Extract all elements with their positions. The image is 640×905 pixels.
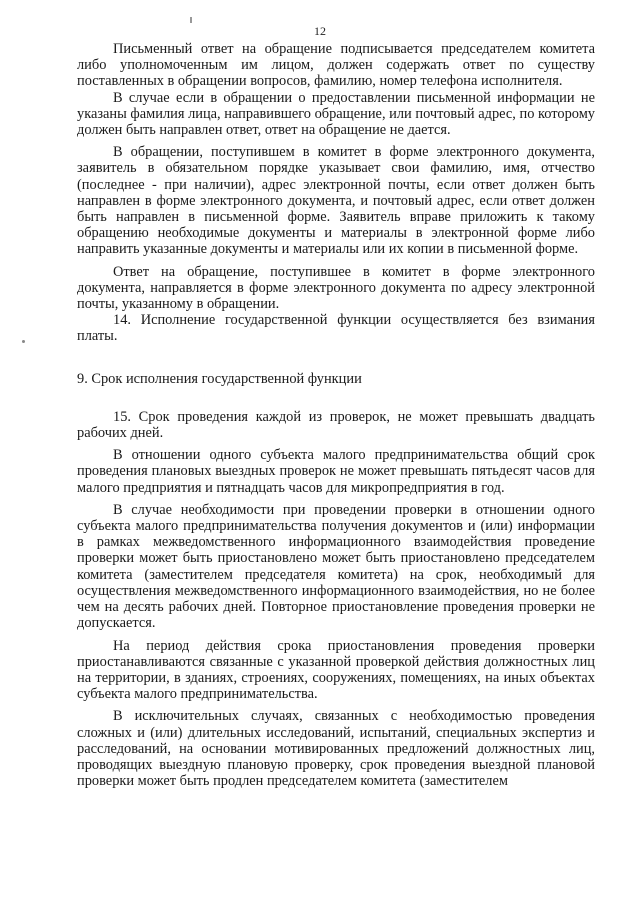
paragraph: На период действия срока приостановления проведения проверки приостанавливаются связанные с указанной проверкой действия должностных лиц на территории, в зданиях, строениях, сооружениях, помещениях, на иных объектах субъекта малого предпринимательства.	[77, 637, 595, 703]
paragraph: Письменный ответ на обращение подписывается председателем комитета либо уполномоченным им лицом, должен содержать ответ по существу поставленных в обращении вопросов, фамилию, номер телефона исполнителя.	[77, 41, 595, 90]
paragraph: В обращении, поступившем в комитет в форме электронного документа, заявитель в обязательном порядке указывает свои фамилию, имя, отчество (последнее - при наличии), адрес электронной почты, если ответ должен быть направлен в форме электронного документа, и почтовый адрес, если ответ должен быть направлен в письменной форме. Заявитель вправе приложить к такому обращению необходимые документы и материалы в электронной форме либо направить указанные документы и материалы или их копии в письменной форме.	[77, 144, 595, 258]
section-heading: 9. Срок исполнения государственной функции	[77, 370, 362, 387]
page-number: 12	[314, 24, 326, 38]
paragraph: В исключительных случаях, связанных с необходимостью проведения сложных и (или) длительных исследований, испытаний, специальных экспертиз и расследований, на основании мотивированных предложений должностных лиц, проводящих выездную плановую проверку, срок проведения выездной плановой проверки может быть продлен председателем комитета (заместителем	[77, 708, 595, 790]
scan-dot	[22, 340, 25, 343]
paragraph: Ответ на обращение, поступившее в комитет в форме электронного документа, направляется в форме электронного документа по адресу электронной почты, указанному в обращении.	[77, 263, 595, 313]
paragraph: 14. Исполнение государственной функции осуществляется без взимания платы.	[77, 312, 595, 345]
paragraph: В случае необходимости при проведении проверки в отношении одного субъекта малого предпринимательства получения документов и (или) информации в рамках межведомственного информационного взаимодействия проведение проверки может быть приостановлено может быть приостановлено председателем комитета (заместителем председателя комитета) на срок, необходимый для осуществления межведомственного информационного взаимодействия, но не более чем на десять рабочих дней. Повторное приостановление проведения проверки не допускается.	[77, 501, 595, 632]
document-body	[77, 41, 595, 789]
paragraph: В отношении одного субъекта малого предпринимательства общий срок проведения плановых выездных проверок не может превышать пятьдесят часов для малого предприятия и пятнадцать часов для микропредприятия в год.	[77, 447, 595, 496]
scan-mark	[190, 17, 192, 23]
paragraph: В случае если в обращении о предоставлении письменной информации не указаны фамилия лица, направившего обращение, или почтовый адрес, по которому должен быть направлен ответ, ответ на обращение не дается.	[77, 89, 595, 139]
paragraph: 15. Срок проведения каждой из проверок, не может превышать двадцать рабочих дней.	[77, 408, 595, 442]
